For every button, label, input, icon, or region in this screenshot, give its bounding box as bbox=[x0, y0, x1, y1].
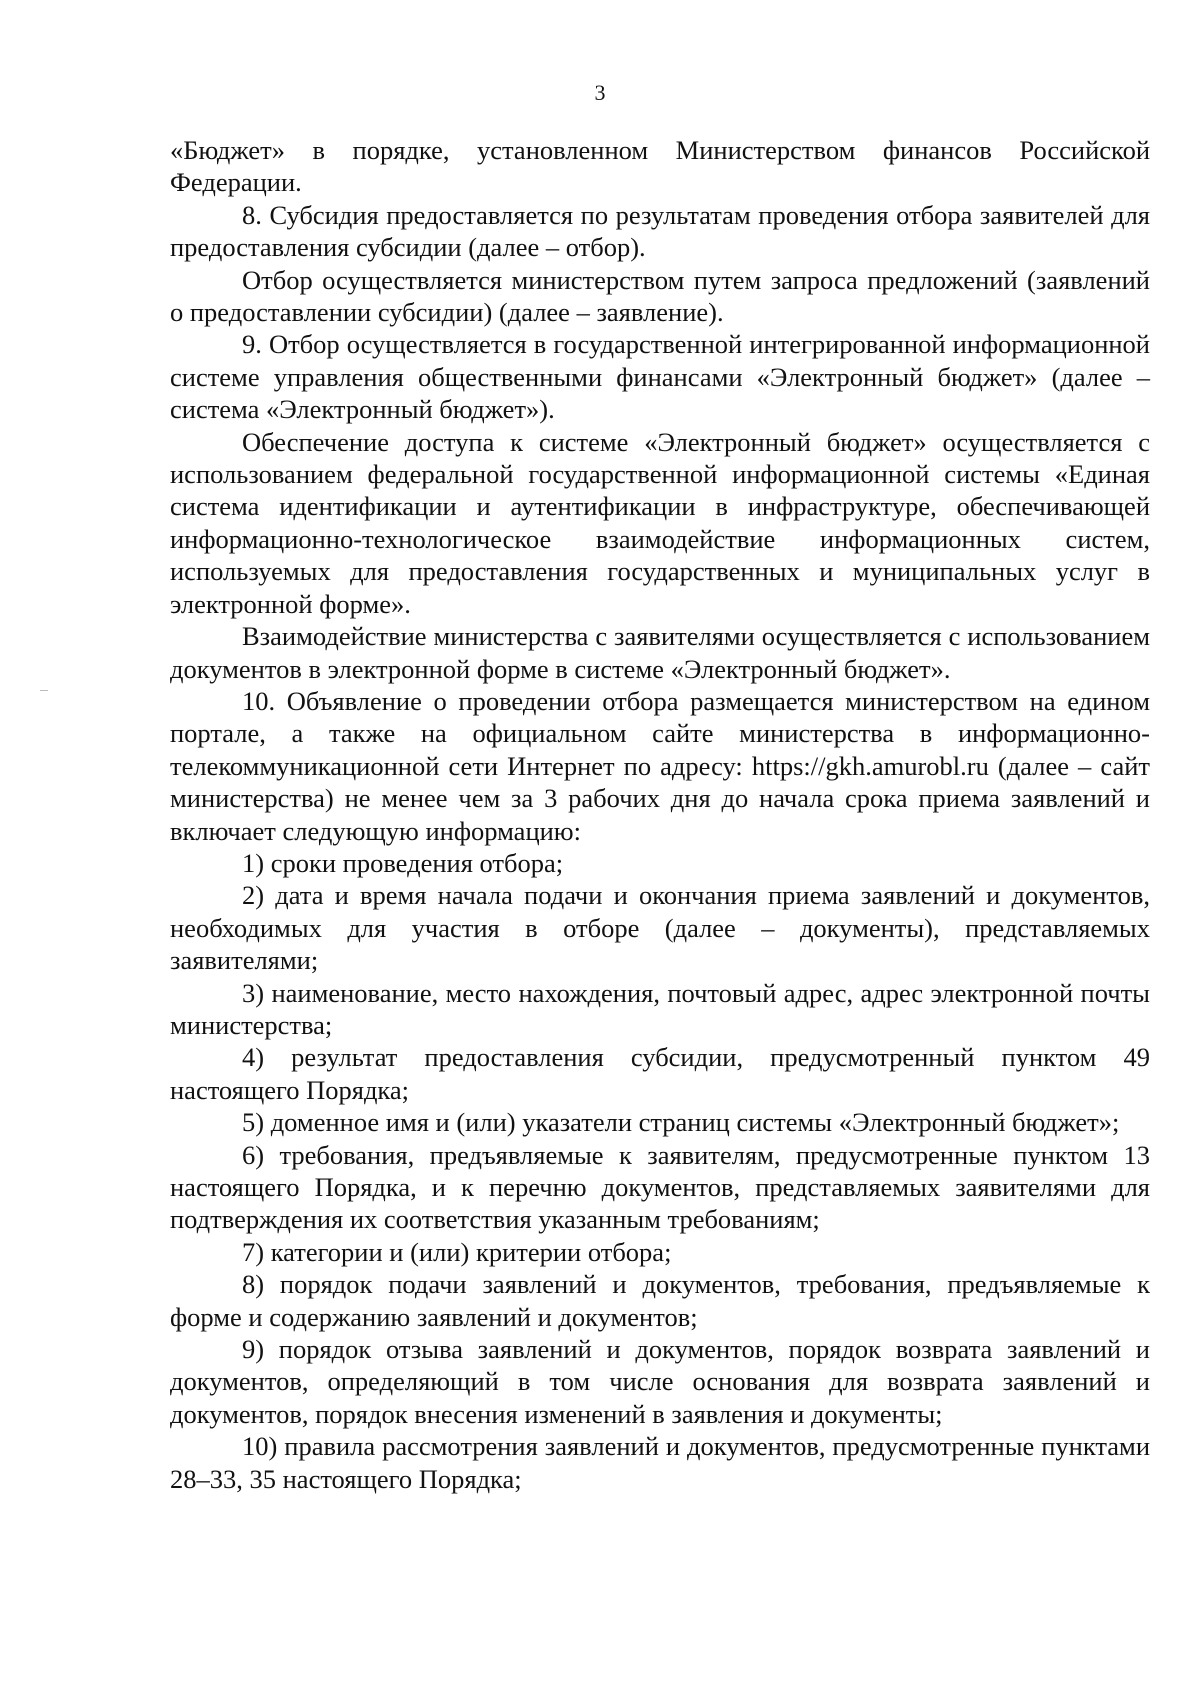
paragraph-budget-continuation: «Бюджет» в порядке, установленном Министерством финансов Российской Федерации. bbox=[170, 135, 1150, 198]
list-item-1: 1) сроки проведения отбора; bbox=[242, 847, 564, 878]
list-item-6: 6) требования, предъявляемые к заявителям, предусмотренные пунктом 13 настоящего Порядка, и к перечню документов, представляемых заявителями для подтверждения их соответствия указанным требованиям; bbox=[170, 1139, 1150, 1235]
list-item-10: 10) правила рассмотрения заявлений и документов, предусмотренные пунктами 28–33, 35 настоящего Порядка; bbox=[170, 1431, 1150, 1494]
list-item-5: 5) доменное имя и (или) указатели страниц системы «Электронный бюджет»; bbox=[242, 1107, 1120, 1138]
list-item-2: 2) дата и время начала подачи и окончания приема заявлений и документов, необходимых для участия в отборе (далее – документы), представляемых заявителями; bbox=[170, 880, 1150, 976]
list-item-9: 9) порядок отзыва заявлений и документов, порядок возврата заявлений и документов, определяющий в том числе основания для возврата заявлений и документов, порядок внесения изменений в заявления и документы; bbox=[170, 1334, 1150, 1429]
paragraph-interaction: Взаимодействие министерства с заявителями осуществляется с использованием документов в электронной форме в системе «Электронный бюджет». bbox=[170, 621, 1150, 684]
paragraph-selection-method: Отбор осуществляется министерством путем запроса предложений (заявлений о предоставлении субсидии) (далее – заявление). bbox=[170, 264, 1150, 328]
paragraph-clause-10: 10. Объявление о проведении отбора размещается министерством на едином портале, а также на официальном сайте министерства в информационно-телекоммуникационной сети Интернет по адресу: https://gkh.amurobl.ru (далее – сайт министерства) не менее чем за 3 рабочих дня до начала срока приема заявлений и включает следующую информацию: bbox=[170, 685, 1150, 846]
page-number: 3 bbox=[594, 80, 606, 105]
list-item-7: 7) категории и (или) критерии отбора; bbox=[242, 1236, 672, 1267]
document-body bbox=[170, 134, 1150, 1495]
list-item-3: 3) наименование, место нахождения, почтовый адрес, адрес электронной почты министерства; bbox=[170, 977, 1150, 1040]
paragraph-clause-8: 8. Субсидия предоставляется по результатам проведения отбора заявителей для предоставления субсидии (далее – отбор). bbox=[170, 199, 1150, 263]
list-item-8: 8) порядок подачи заявлений и документов, требования, предъявляемые к форме и содержанию заявлений и документов; bbox=[170, 1269, 1150, 1332]
scan-artifact bbox=[40, 690, 48, 691]
paragraph-clause-9: 9. Отбор осуществляется в государственной интегрированной информационной системе управления общественными финансами «Электронный бюджет» (далее – система «Электронный бюджет»). bbox=[170, 329, 1150, 425]
paragraph-system-access: Обеспечение доступа к системе «Электронный бюджет» осуществляется с использованием федеральной государственной информационной системы «Единая система идентификации и аутентификации в инфраструктуре, обеспечивающей информационно-технологическое взаимодействие информационных систем, используемых для предоставления государственных и муниципальных услуг в электронной форме». bbox=[170, 426, 1150, 619]
list-item-4: 4) результат предоставления субсидии, предусмотренный пунктом 49 настоящего Порядка; bbox=[170, 1042, 1150, 1105]
